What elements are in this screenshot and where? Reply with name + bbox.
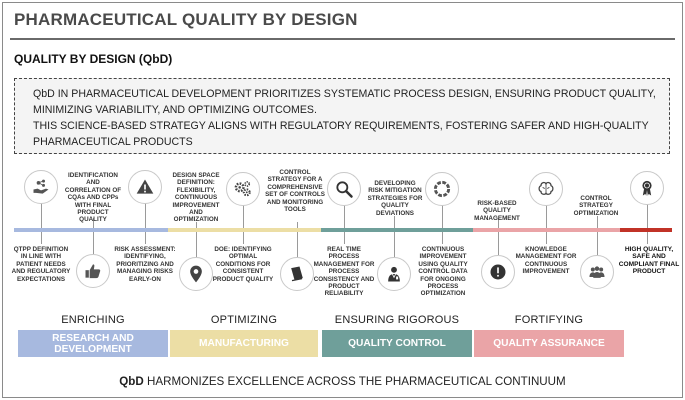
thumbs-up-icon bbox=[76, 254, 110, 288]
step-label: DOE: IDENTIFYING OPTIMAL CONDITIONS FOR CONSISTENT PRODUCT QUALITY bbox=[212, 246, 274, 283]
step-label: IDENTIFICATION AND CORRELATION OF CQAs AND CPPs WITH FINAL PRODUCT QUALITY bbox=[64, 172, 122, 224]
scientist-icon bbox=[377, 257, 411, 291]
phase-name: FORTIFYING bbox=[514, 314, 584, 326]
connector bbox=[243, 232, 244, 244]
award-ribbon-icon bbox=[630, 171, 664, 205]
connector bbox=[647, 204, 648, 228]
connector bbox=[243, 205, 244, 228]
book-icon bbox=[280, 257, 314, 291]
connector bbox=[93, 232, 94, 254]
intro-line-2: MINIMIZING VARIABILITY, AND OPTIMIZING OUTCOMES. bbox=[33, 104, 317, 116]
cycle-icon bbox=[425, 172, 459, 206]
phase-box-quality-control: QUALITY CONTROL bbox=[322, 330, 472, 357]
step-label: DESIGN SPACE DEFINITION: FLEXIBILITY, CONTINUOUS IMPROVEMENT AND OPTIMIZATION bbox=[172, 172, 220, 224]
connector bbox=[394, 216, 395, 228]
magnifier-icon bbox=[327, 172, 361, 206]
phase-box-quality-assurance: QUALITY ASSURANCE bbox=[474, 330, 624, 357]
connector bbox=[647, 232, 648, 244]
step-label: KNOWLEDGE MANAGEMENT FOR CONTINUOUS IMPROVEMENT bbox=[515, 246, 577, 276]
intro-box bbox=[14, 78, 670, 154]
hand-molecule-icon bbox=[24, 170, 58, 204]
step-label: CONTROL STRATEGY OPTIMIZATION bbox=[573, 195, 619, 217]
phase-name: ENRICHING bbox=[61, 314, 125, 326]
step-label: RISK-BASED QUALITY MANAGEMENT bbox=[474, 200, 520, 222]
connector bbox=[344, 205, 345, 228]
connector bbox=[498, 232, 499, 255]
connector bbox=[394, 232, 395, 257]
phase-box-rnd: RESEARCH AND DEVELOPMENT bbox=[18, 330, 168, 357]
location-pin-icon bbox=[179, 257, 213, 291]
connector bbox=[442, 232, 443, 244]
step-label: DEVELOPING RISK MITIGATION STRATEGIES FOR QUALITY DEVIATIONS bbox=[367, 180, 423, 217]
team-icon bbox=[580, 255, 614, 289]
connector bbox=[546, 232, 547, 244]
warning-icon bbox=[128, 170, 162, 204]
footer-text: HARMONIZES EXCELLENCE ACROSS THE PHARMACEUTICAL CONTINUUM bbox=[143, 375, 566, 388]
gears-icon bbox=[226, 172, 260, 206]
connector bbox=[297, 222, 298, 228]
connector bbox=[442, 205, 443, 228]
step-label: RISK ASSESSMENT: IDENTIFYING, PRIORITIZING AND MANAGING RISKS EARLY-ON bbox=[114, 246, 176, 283]
intro-line-3: THIS SCIENCE-BASED STRATEGY ALIGNS WITH REGULATORY REQUIREMENTS, FOSTERING SAFER AND HIGH-QUALITY bbox=[33, 120, 649, 132]
connector bbox=[597, 232, 598, 255]
brain-icon bbox=[529, 172, 563, 206]
section-title: QUALITY BY DESIGN (QbD) bbox=[14, 52, 173, 66]
step-label: CONTINUOUS IMPROVEMENT USING QUALITY CONTROL DATA FOR ONGOING PROCESS OPTIMIZATION bbox=[418, 246, 468, 298]
connector bbox=[597, 216, 598, 228]
timeline-segment-final bbox=[620, 228, 672, 232]
connector bbox=[196, 232, 197, 257]
connector bbox=[297, 232, 298, 257]
page-title: PHARMACEUTICAL QUALITY BY DESIGN bbox=[14, 10, 358, 29]
phase-name: ENSURING RIGOROUS bbox=[334, 314, 460, 326]
alert-circle-icon bbox=[481, 255, 515, 289]
connector bbox=[145, 203, 146, 228]
title-divider bbox=[10, 38, 675, 40]
phase-name: OPTIMIZING bbox=[210, 314, 278, 326]
phase-box-manufacturing: MANUFACTURING bbox=[170, 330, 318, 357]
step-label: CONTROL STRATEGY FOR A COMPREHENSIVE SET OF CONTROLS AND MONITORING TOOLS bbox=[265, 169, 325, 214]
connector bbox=[344, 232, 345, 244]
connector bbox=[145, 232, 146, 244]
connector bbox=[546, 205, 547, 228]
connector bbox=[41, 232, 42, 244]
step-label-final: HIGH QUALITY, SAFE AND COMPLIANT FINAL PRODUCT bbox=[618, 246, 680, 276]
step-label: REAL TIME PROCESS MANAGEMENT FOR PROCESS CONSISTENCY AND PRODUCT RELIABILITY bbox=[313, 246, 375, 298]
intro-line-4: PHARMACEUTICAL PRODUCTS bbox=[33, 136, 193, 148]
footer-tagline bbox=[0, 375, 685, 388]
timeline-segment-manufacturing bbox=[168, 228, 321, 232]
footer-bold: QbD bbox=[119, 375, 144, 388]
intro-line-1: QbD IN PHARMACEUTICAL DEVELOPMENT PRIORITIZES SYSTEMATIC PROCESS DESIGN, ENSURING PRODUCT QUALITY, bbox=[33, 88, 656, 100]
connector bbox=[41, 203, 42, 228]
step-label: QTPP DEFINITION IN LINE WITH PATIENT NEEDS AND REGULATORY EXPECTATIONS bbox=[11, 246, 71, 283]
